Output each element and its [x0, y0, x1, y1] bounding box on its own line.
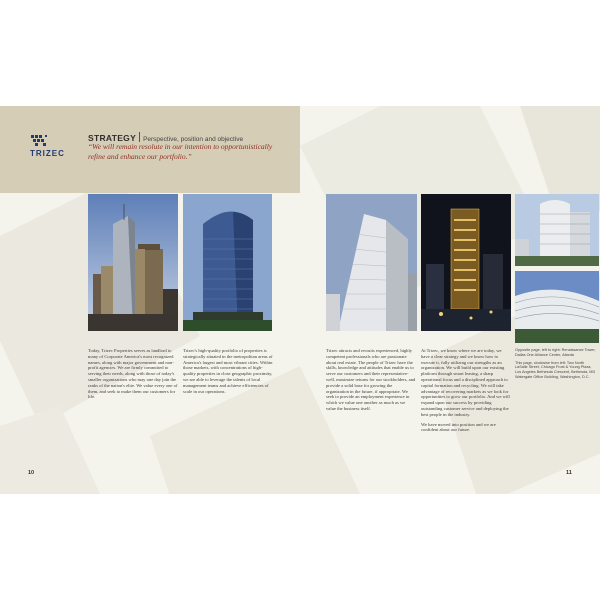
white-grid-tower-photo [326, 194, 417, 331]
body-column-4 [421, 348, 511, 437]
strategy-header-panel [0, 106, 300, 193]
logo-text: TRIZEC [30, 149, 65, 158]
round-corner-building-photo [515, 194, 599, 266]
body-paragraph: At Trizec, we know where we are today, we have a clear strategy and we know how to execute it, fully utilizing our strengths as an organization. We will build upon our existing platform through smart leasing, a sharp operational focus and a disciplined approach to capital formation and recycling. We will take advantage of recovering markets as we look for opportunities to grow our portfolio. And we will expand upon our success by providing outstanding customer service and deploying the best people in the industry. [421, 348, 510, 417]
page-number-right: 11 [566, 470, 572, 476]
body-paragraph: Today, Trizec Properties serves as landlord to many of Corporate America's most recognized names, along with major government and non-profit agencies. We are firmly committed to serving their needs, along with those of today's smaller organizations who may one day join the ranks of the nation's elite. We value every one of them, and seek to make them our customers for life. [88, 348, 178, 400]
section-title: STRATEGY [88, 133, 137, 143]
body-paragraph: We have moved into position and we are confident about our future. [421, 421, 496, 433]
caption-paragraph: Opposite page, left to right: Renaissance Tower, Dallas One Alliance Center, Atlanta [515, 348, 596, 357]
body-column-2 [183, 348, 273, 398]
night-tower-photo [421, 194, 511, 331]
body-column-1 [88, 348, 178, 404]
curved-office-building-photo [515, 271, 599, 343]
strategy-quote: “We will remain resolute in our intention to opportunistically refine and enhance our portfolio.” [88, 142, 273, 161]
section-subtitle: Perspective, position and objective [143, 136, 244, 143]
dallas-towers-photo [88, 194, 178, 331]
caption-paragraph: This page, clockwise from left: Two North LaSalle Street, Chicago Frost & Young Plaza, Los Angeles Bethesda Crescent, Bethesda, MD Watergate Office Building, Washington, D.C. [515, 360, 596, 379]
title-divider [139, 132, 140, 142]
page-number-left: 10 [28, 470, 35, 476]
body-paragraph: Trizec attracts and recruits experienced, highly competent professionals who are passionate about real estate. The people of Trizec have the skills, knowledge and attitudes that enable us to serve our customers and their representative-well, maximize returns for our stockholders, and provide a solid base for growing the organization in the future, if appropriate. We seek to provide an employment experience in which we value one another as much as we value the business itself. [326, 348, 416, 411]
body-paragraph: Trizec's high-quality portfolio of properties is strategically situated in the metropolitan areas of America's largest and most vibrant cities. Within those markets, with concentrations of high-quality properties in close geographic proximity, we are able to leverage the talents of local management teams and achieve efficiencies of scale in our operations. [183, 348, 273, 394]
brochure-spread [0, 106, 600, 494]
photo-caption [515, 348, 597, 383]
curved-glass-tower-photo [183, 194, 272, 331]
body-column-3 [326, 348, 416, 416]
